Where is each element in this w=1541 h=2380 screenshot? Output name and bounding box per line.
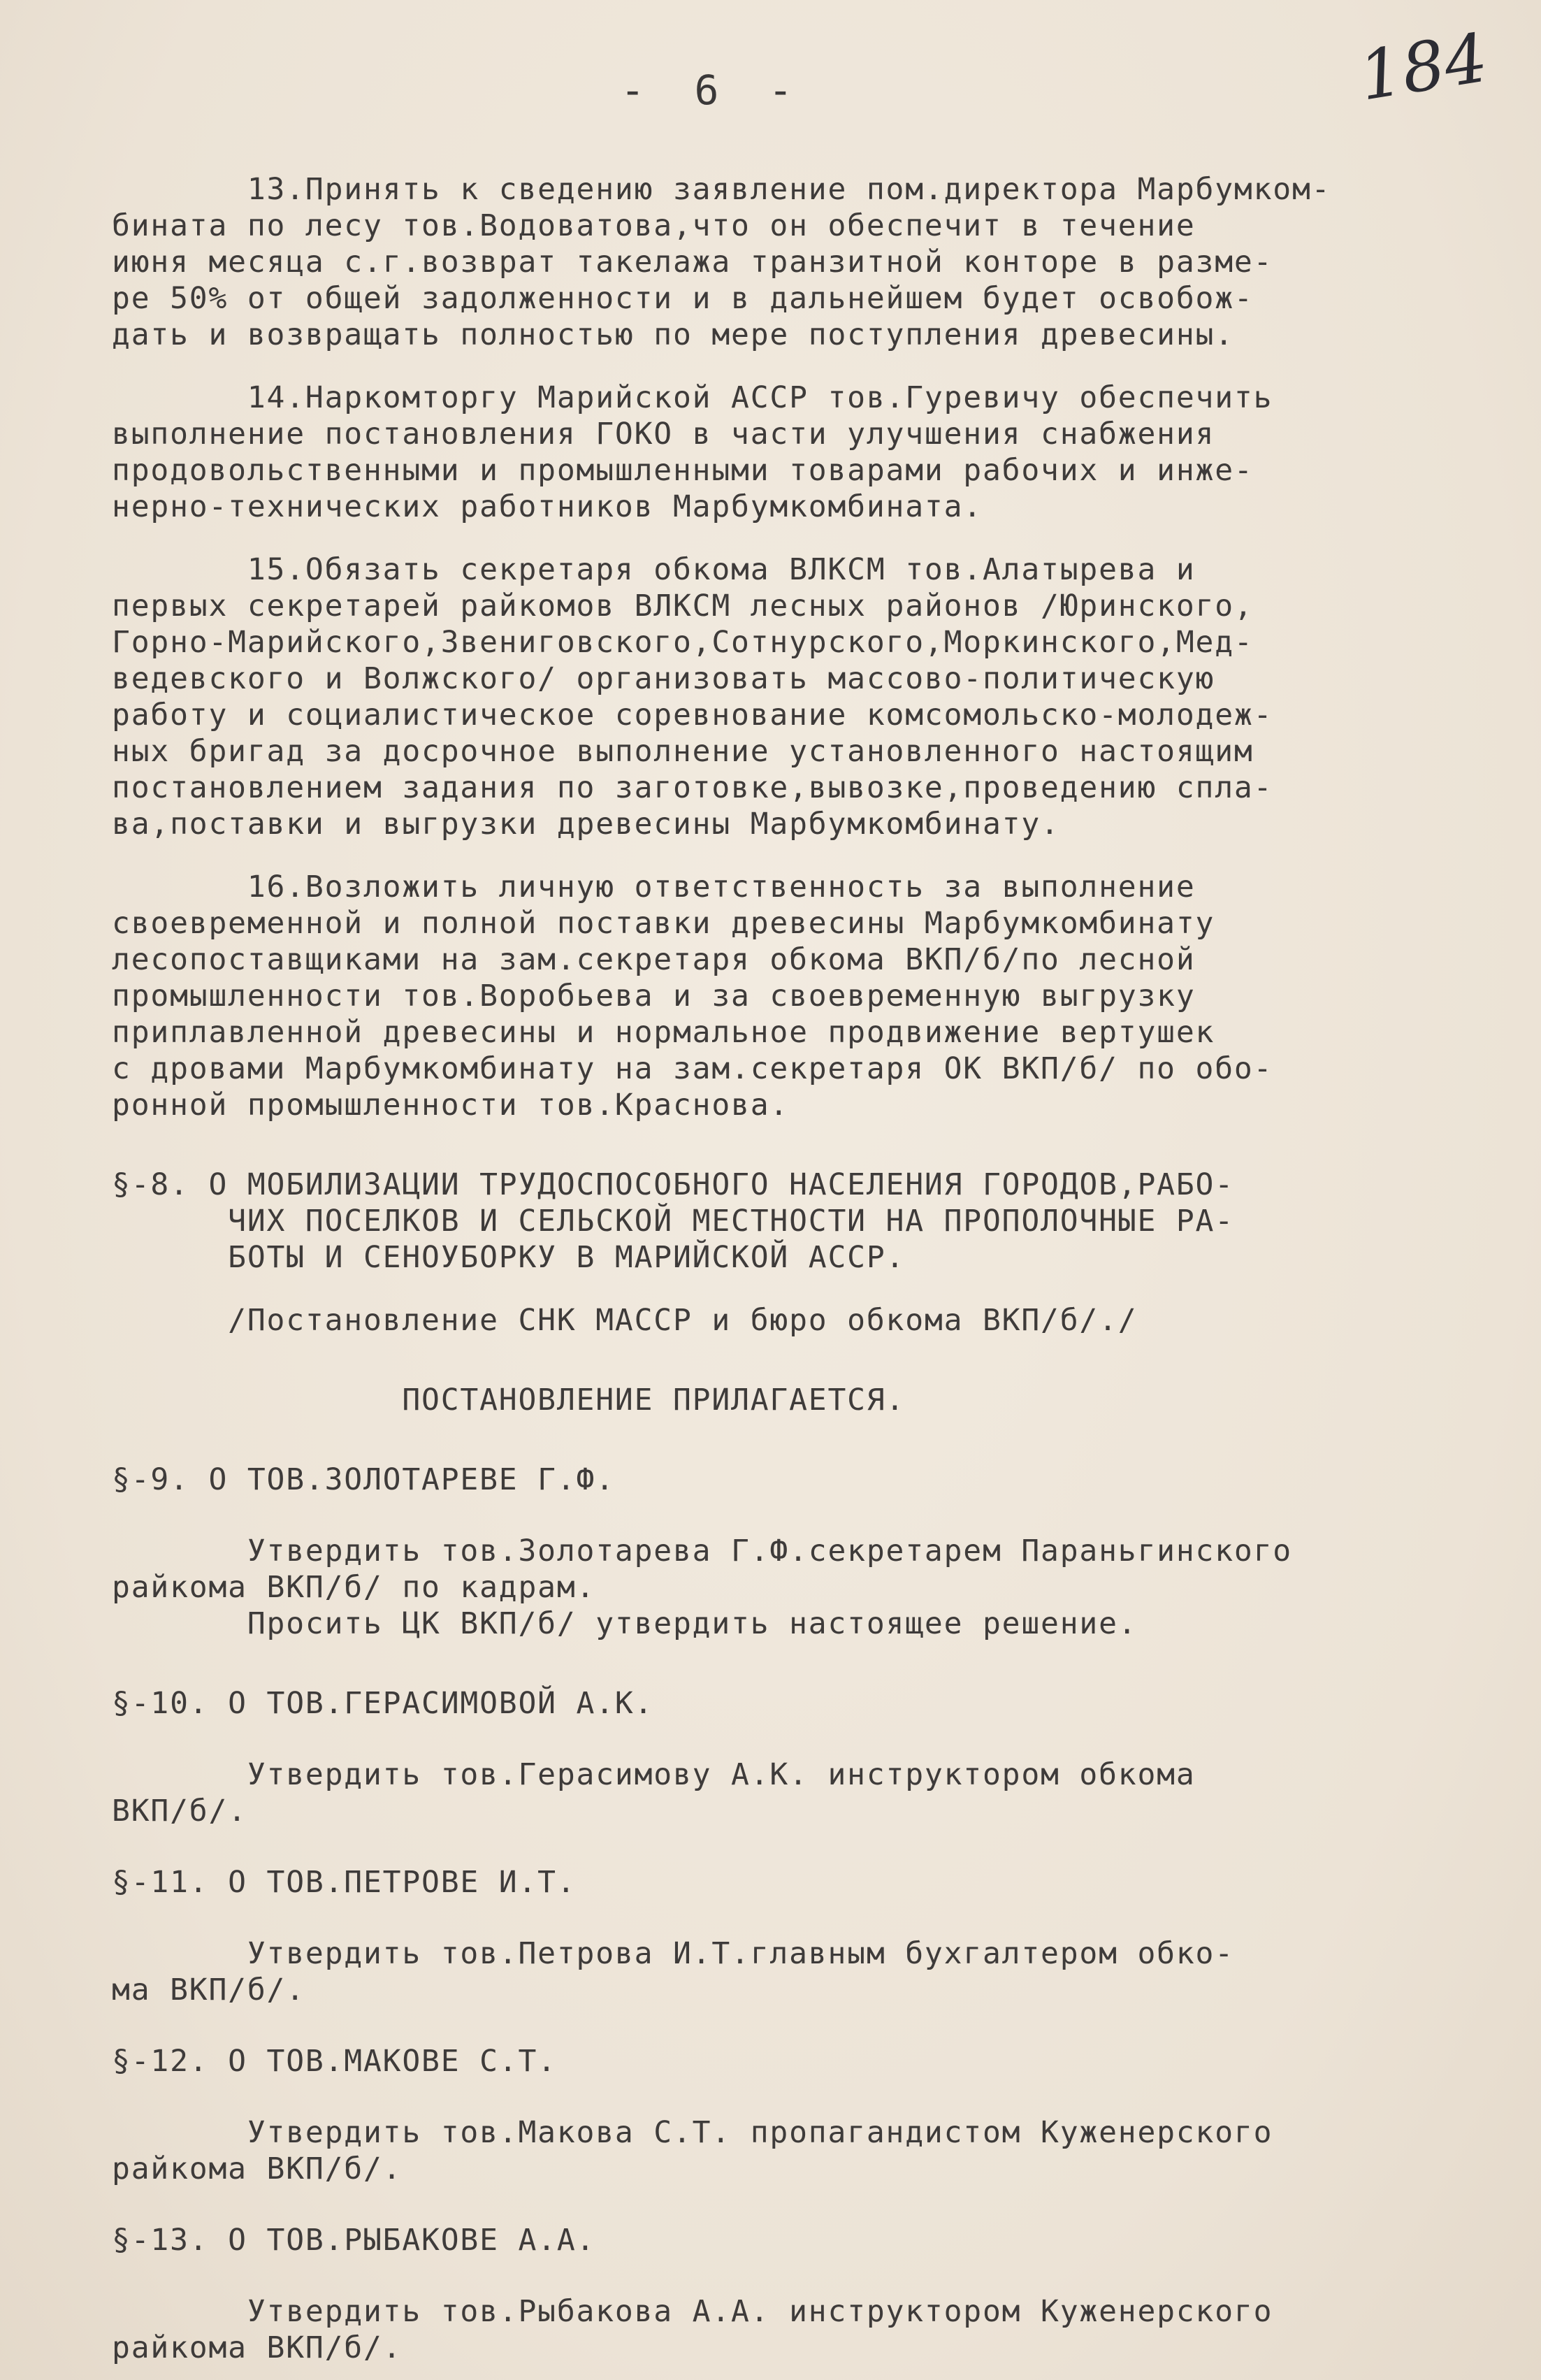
text-line: ных бригад за досрочное выполнение установленного настоящим bbox=[112, 734, 1254, 769]
text-line: работу и социалистическое соревнование комсомольско-молодеж- bbox=[112, 698, 1273, 733]
text-line: ма ВКП/б/. bbox=[112, 1972, 305, 2007]
section-13 bbox=[112, 2222, 1503, 2366]
attachment-notice: ПОСТАНОВЛЕНИЕ ПРИЛАГАЕТСЯ. bbox=[112, 1383, 906, 1418]
text-line: ва,поставки и выгрузки древесины Марбумкомбинату. bbox=[112, 807, 1060, 842]
section-note: /Постановление СНК МАССР и бюро обкома ВКП/б/./ bbox=[112, 1303, 1138, 1338]
text-line: приплавленной древесины и нормальное продвижение вертушек bbox=[112, 1015, 1215, 1050]
section-heading: ЧИХ ПОСЕЛКОВ И СЕЛЬСКОЙ МЕСТНОСТИ НА ПРОПОЛОЧНЫЕ РА- bbox=[112, 1204, 1234, 1239]
paragraph-14 bbox=[112, 380, 1503, 525]
paragraph-16 bbox=[112, 869, 1503, 1123]
text-line: 16.Возложить личную ответственность за выполнение bbox=[112, 870, 1196, 904]
document-body bbox=[112, 171, 1503, 2366]
section-heading: §-10. О ТОВ.ГЕРАСИМОВОЙ А.К. bbox=[112, 1686, 654, 1721]
text-line: дать и возвращать полностью по мере поступления древесины. bbox=[112, 317, 1234, 352]
text-line: лесопоставщиками на зам.секретаря обкома ВКП/б/по лесной bbox=[112, 942, 1196, 977]
section-heading: БОТЫ И СЕНОУБОРКУ В МАРИЙСКОЙ АССР. bbox=[112, 1240, 906, 1275]
text-line: продовольственными и промышленными товарами рабочих и инже- bbox=[112, 453, 1254, 488]
section-heading: §-11. О ТОВ.ПЕТРОВЕ И.Т. bbox=[112, 1865, 577, 1900]
text-line: нерно-технических работников Марбумкомбината. bbox=[112, 489, 983, 524]
section-9 bbox=[112, 1462, 1503, 1642]
text-line: с дровами Марбумкомбинату на зам.секретаря ОК ВКП/б/ по обо- bbox=[112, 1051, 1273, 1086]
section-12 bbox=[112, 2043, 1503, 2187]
text-line: июня месяца с.г.возврат такелажа транзитной конторе в разме- bbox=[112, 245, 1273, 280]
text-line: Утвердить тов.Герасимову А.К. инструктором обкома bbox=[112, 1757, 1196, 1792]
text-line: ре 50% от общей задолженности и в дальнейшем будет освобож- bbox=[112, 281, 1254, 316]
text-line: ведевского и Волжского/ организовать массово-политическую bbox=[112, 661, 1215, 696]
text-line: 13.Принять к сведению заявление пом.директора Марбумком- bbox=[112, 172, 1331, 207]
section-11 bbox=[112, 1864, 1503, 2008]
text-line: Утвердить тов.Золотарева Г.Ф.секретарем Параньгинского bbox=[112, 1534, 1292, 1568]
text-line: выполнение постановления ГОКО в части улучшения снабжения bbox=[112, 417, 1215, 452]
text-line: бината по лесу тов.Водоватова,что он обеспечит в течение bbox=[112, 208, 1196, 243]
section-heading: §-13. О ТОВ.РЫБАКОВЕ А.А. bbox=[112, 2223, 596, 2258]
text-line: ронной промышленности тов.Краснова. bbox=[112, 1088, 790, 1123]
section-10 bbox=[112, 1685, 1503, 1829]
text-line: Просить ЦК ВКП/б/ утвердить настоящее решение. bbox=[112, 1606, 1138, 1641]
text-line: райкома ВКП/б/. bbox=[112, 2330, 403, 2365]
paragraph-13 bbox=[112, 171, 1503, 353]
text-line: Утвердить тов.Макова С.Т. пропагандистом Куженерского bbox=[112, 2115, 1273, 2150]
section-heading: §-12. О ТОВ.МАКОВЕ С.Т. bbox=[112, 2044, 557, 2079]
page-number: - 6 - bbox=[620, 66, 806, 114]
text-line: райкома ВКП/б/. bbox=[112, 2151, 403, 2186]
section-heading: §-8. О МОБИЛИЗАЦИИ ТРУДОСПОСОБНОГО НАСЕЛЕНИЯ ГОРОДОВ,РАБО- bbox=[112, 1167, 1234, 1202]
section-heading: §-9. О ТОВ.ЗОЛОТАРЕВЕ Г.Ф. bbox=[112, 1462, 615, 1497]
text-line: промышленности тов.Воробьева и за своевременную выгрузку bbox=[112, 979, 1196, 1014]
text-line: первых секретарей райкомов ВЛКСМ лесных районов /Юринского, bbox=[112, 589, 1254, 623]
text-line: своевременной и полной поставки древесины Марбумкомбинату bbox=[112, 906, 1215, 941]
text-line: 14.Наркомторгу Марийской АССР тов.Гуревичу обеспечить bbox=[112, 380, 1273, 415]
archive-folio-number: 184 bbox=[1354, 18, 1493, 116]
section-8 bbox=[112, 1167, 1503, 1418]
text-line: Горно-Марийского,Звениговского,Сотнурского,Моркинского,Мед- bbox=[112, 625, 1254, 660]
text-line: ВКП/б/. bbox=[112, 1794, 247, 1829]
text-line: Утвердить тов.Петрова И.Т.главным бухгалтером обко- bbox=[112, 1936, 1234, 1971]
text-line: Утвердить тов.Рыбакова А.А. инструктором Куженерского bbox=[112, 2294, 1273, 2329]
text-line: постановлением задания по заготовке,вывозке,проведению спла- bbox=[112, 770, 1273, 805]
text-line: райкома ВКП/б/ по кадрам. bbox=[112, 1570, 596, 1605]
paragraph-15 bbox=[112, 551, 1503, 842]
text-line: 15.Обязать секретаря обкома ВЛКСМ тов.Алатырева и bbox=[112, 552, 1196, 587]
